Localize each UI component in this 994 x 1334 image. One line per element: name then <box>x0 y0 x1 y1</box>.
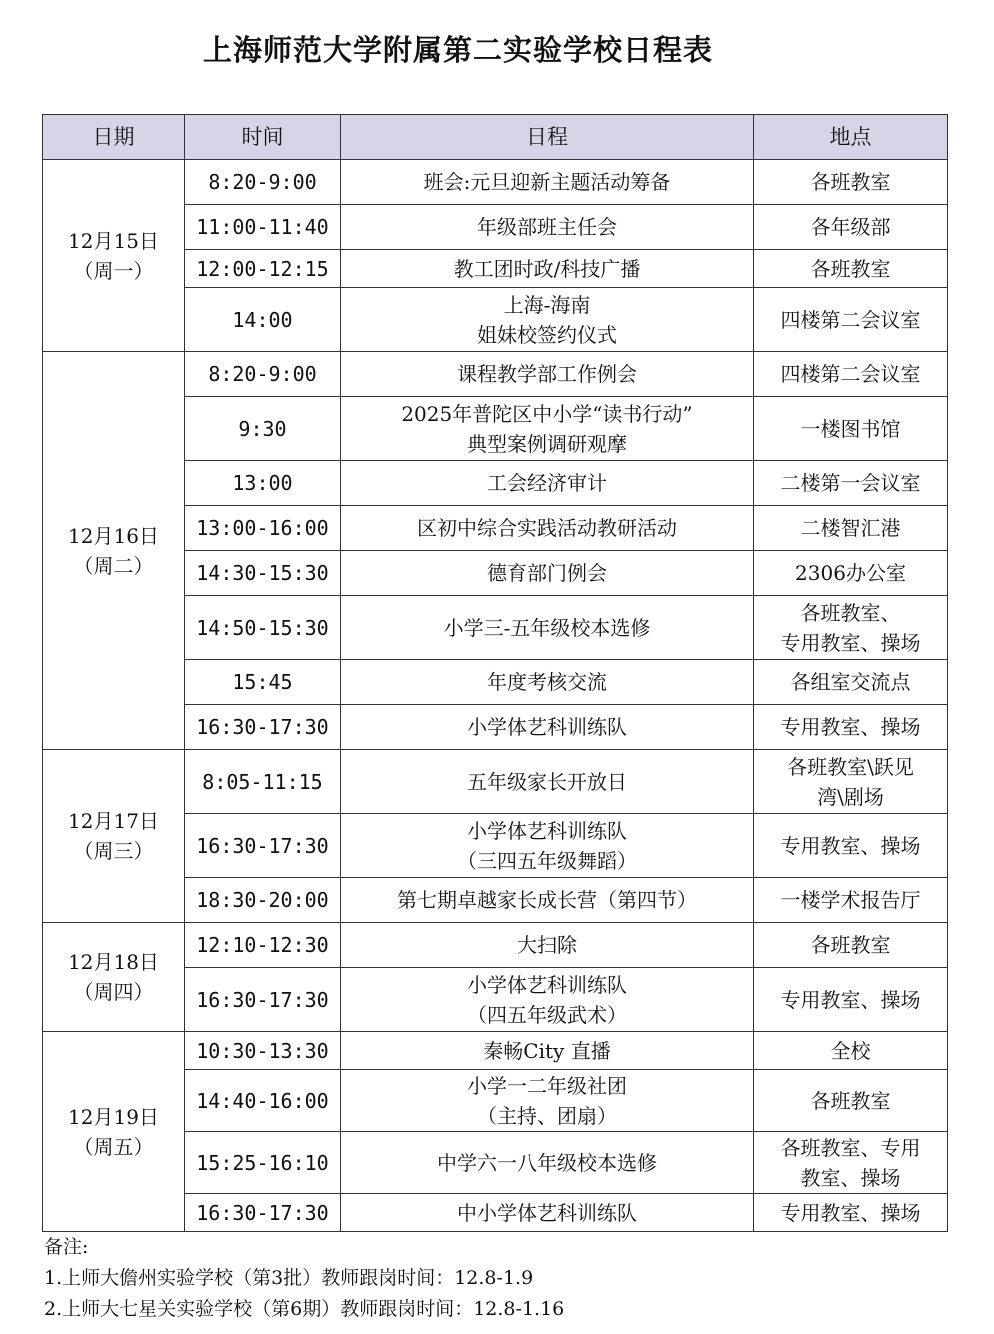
weekday-text: （周三） <box>73 839 154 863</box>
event-line: 小学体艺科训练队 <box>467 818 627 843</box>
event-cell <box>341 1070 754 1132</box>
time-cell: 11:00-11:40 <box>185 205 341 250</box>
place-line: 专用教室、操场 <box>780 630 921 655</box>
event-line: 小学体艺科训练队 <box>467 715 627 739</box>
event-line: 第七期卓越家长成长营（第四节） <box>397 888 697 912</box>
table-row <box>43 1032 948 1070</box>
place-cell <box>754 1132 948 1194</box>
date-cell <box>43 352 185 750</box>
place-line: 一楼学术报告厅 <box>780 888 921 912</box>
header-row <box>43 115 948 160</box>
date-cell <box>43 1032 185 1232</box>
place-cell <box>754 705 948 750</box>
page-title: 上海师范大学附属第二实验学校日程表 <box>202 33 713 67</box>
place-line: 湾\剧场 <box>817 784 884 809</box>
time-cell: 12:00-12:15 <box>185 250 341 288</box>
event-line: （主持、团扇） <box>477 1103 617 1128</box>
place-cell <box>754 660 948 705</box>
place-cell <box>754 288 948 352</box>
place-line: 各班教室\跃见 <box>787 754 914 779</box>
place-line: 各班教室、 <box>800 600 901 625</box>
place-line: 各年级部 <box>810 215 891 239</box>
event-line: 上海-海南 <box>503 292 591 317</box>
time-cell: 13:00 <box>185 461 341 506</box>
time-cell: 16:30-17:30 <box>185 814 341 878</box>
table-row <box>43 352 948 397</box>
event-line: 区初中综合实践活动教研活动 <box>417 516 677 540</box>
date-cell <box>43 923 185 1032</box>
event-line: 大扫除 <box>517 933 577 957</box>
place-cell <box>754 506 948 551</box>
event-line: 教工团时政/科技广播 <box>453 256 641 281</box>
time-cell: 8:20-9:00 <box>185 160 341 205</box>
place-line: 2306办公室 <box>795 561 906 585</box>
place-cell <box>754 750 948 814</box>
time-cell: 9:30 <box>185 397 341 461</box>
place-line: 各组室交流点 <box>790 670 911 694</box>
event-cell <box>341 352 754 397</box>
time-cell: 10:30-13:30 <box>185 1032 341 1070</box>
date-cell <box>43 160 185 352</box>
schedule-table <box>42 114 948 1232</box>
time-cell: 8:20-9:00 <box>185 352 341 397</box>
event-cell <box>341 250 754 288</box>
time-cell: 14:30-15:30 <box>185 551 341 596</box>
event-cell <box>341 205 754 250</box>
event-cell <box>341 660 754 705</box>
place-line: 二楼第一会议室 <box>780 471 921 495</box>
place-line: 四楼第二会议室 <box>780 307 921 332</box>
place-cell <box>754 250 948 288</box>
time-cell: 15:45 <box>185 660 341 705</box>
place-line: 专用教室、操场 <box>780 987 921 1012</box>
time-cell: 12:10-12:30 <box>185 923 341 968</box>
place-line: 各班教室 <box>810 933 891 957</box>
place-line: 各班教室 <box>810 170 891 194</box>
note-line-2: 2.上师大七星关实验学校（第6期）教师跟岗时间：12.8-1.16 <box>44 1298 565 1320</box>
event-line: 典型案例调研观摩 <box>467 431 627 456</box>
place-line: 四楼第二会议室 <box>780 362 921 386</box>
date-text: 12月15日 <box>68 228 159 253</box>
place-cell <box>754 1194 948 1232</box>
date-text: 12月17日 <box>68 809 159 833</box>
event-line: 年级部班主任会 <box>477 215 617 239</box>
place-cell <box>754 923 948 968</box>
schedule-body <box>43 160 948 1232</box>
event-line: 班会:元旦迎新主题活动筹备 <box>423 170 671 194</box>
place-line: 一楼图书馆 <box>800 416 901 441</box>
event-cell <box>341 1194 754 1232</box>
event-line: 五年级家长开放日 <box>467 769 627 794</box>
place-cell <box>754 596 948 660</box>
time-cell: 14:00 <box>185 288 341 352</box>
event-cell <box>341 160 754 205</box>
event-cell <box>341 968 754 1032</box>
place-cell <box>754 814 948 878</box>
event-line: 课程教学部工作例会 <box>457 362 637 386</box>
place-line: 全校 <box>830 1038 871 1063</box>
place-cell <box>754 397 948 461</box>
date-text: 12月16日 <box>68 523 159 548</box>
place-line: 专用教室、操场 <box>780 833 921 858</box>
event-cell <box>341 750 754 814</box>
place-cell <box>754 160 948 205</box>
event-line: 小学体艺科训练队 <box>467 972 627 997</box>
event-line: 秦畅City 直播 <box>483 1038 611 1063</box>
event-cell <box>341 923 754 968</box>
weekday-text: （周一） <box>73 258 154 283</box>
weekday-text: （周五） <box>73 1134 154 1159</box>
header-date: 日期 <box>43 115 185 160</box>
place-line: 专用教室、操场 <box>780 1200 921 1225</box>
place-line: 二楼智汇港 <box>800 516 901 540</box>
event-cell <box>341 288 754 352</box>
event-line: 姐妹校签约仪式 <box>477 322 617 347</box>
header-event: 日程 <box>341 115 754 160</box>
event-line: （四五年级武术） <box>467 1002 627 1027</box>
event-line: 中学六一八年级校本选修 <box>437 1150 657 1175</box>
weekday-text: （周四） <box>73 980 154 1004</box>
place-cell <box>754 205 948 250</box>
event-cell <box>341 1132 754 1194</box>
event-cell <box>341 397 754 461</box>
place-cell <box>754 878 948 923</box>
event-line: 小学一二年级社团 <box>467 1073 627 1098</box>
date-cell <box>43 750 185 923</box>
place-cell <box>754 1070 948 1132</box>
header-time: 时间 <box>185 115 341 160</box>
time-cell: 13:00-16:00 <box>185 506 341 551</box>
place-cell <box>754 968 948 1032</box>
time-cell: 16:30-17:30 <box>185 1194 341 1232</box>
table-row <box>43 750 948 814</box>
event-cell <box>341 551 754 596</box>
event-line: 小学三-五年级校本选修 <box>443 615 651 640</box>
time-cell: 14:40-16:00 <box>185 1070 341 1132</box>
place-cell <box>754 1032 948 1070</box>
event-line: 工会经济审计 <box>487 471 607 495</box>
time-cell: 18:30-20:00 <box>185 878 341 923</box>
place-line: 各班教室、专用 <box>780 1135 921 1160</box>
weekday-text: （周二） <box>73 553 154 578</box>
event-line: 中小学体艺科训练队 <box>457 1200 637 1225</box>
time-cell: 14:50-15:30 <box>185 596 341 660</box>
notes-heading: 备注: <box>44 1236 89 1258</box>
place-cell <box>754 551 948 596</box>
event-line: 2025年普陀区中小学“读书行动” <box>401 401 693 426</box>
time-cell: 16:30-17:30 <box>185 968 341 1032</box>
table-row <box>43 923 948 968</box>
date-text: 12月18日 <box>68 950 159 974</box>
time-cell: 16:30-17:30 <box>185 705 341 750</box>
note-line-1: 1.上师大儋州实验学校（第3批）教师跟岗时间：12.8-1.9 <box>44 1267 534 1289</box>
place-line: 教室、操场 <box>800 1165 901 1190</box>
event-cell <box>341 814 754 878</box>
event-cell <box>341 461 754 506</box>
place-line: 各班教室 <box>810 256 891 281</box>
event-line: 年度考核交流 <box>487 670 607 694</box>
event-cell <box>341 1032 754 1070</box>
time-cell: 15:25-16:10 <box>185 1132 341 1194</box>
header-place: 地点 <box>754 115 948 160</box>
event-cell <box>341 705 754 750</box>
place-cell <box>754 352 948 397</box>
event-line: 德育部门例会 <box>487 561 607 585</box>
place-line: 专用教室、操场 <box>780 715 921 739</box>
event-cell <box>341 596 754 660</box>
event-cell <box>341 506 754 551</box>
place-line: 各班教室 <box>810 1088 891 1113</box>
table-row <box>43 160 948 205</box>
date-text: 12月19日 <box>68 1104 159 1129</box>
time-cell: 8:05-11:15 <box>185 750 341 814</box>
place-cell <box>754 461 948 506</box>
event-line: （三四五年级舞蹈） <box>457 848 637 873</box>
notes <box>44 1232 564 1325</box>
event-cell <box>341 878 754 923</box>
